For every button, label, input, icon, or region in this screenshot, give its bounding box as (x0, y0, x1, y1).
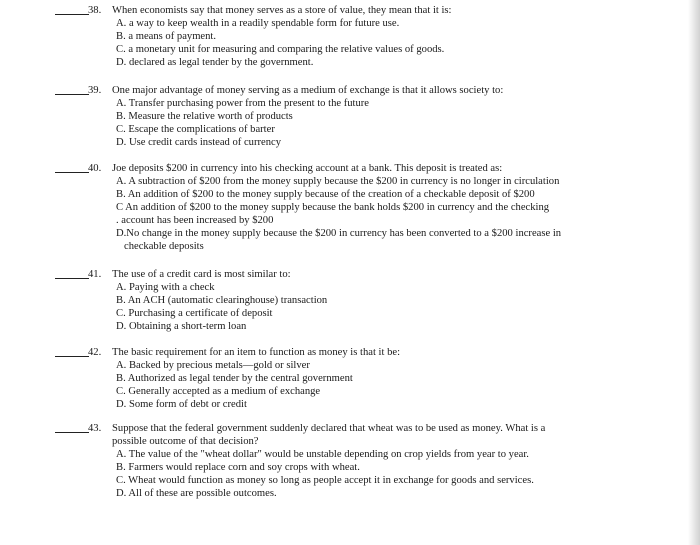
page-edge-shadow (688, 0, 700, 545)
answer-blank[interactable] (55, 432, 89, 433)
question-text-continued: possible outcome of that decision? (112, 436, 259, 447)
question-number: 38. (88, 5, 102, 16)
question-text: Suppose that the federal government suddenly declared that wheat was to be used as money. What is a (112, 423, 546, 434)
question-text: The basic requirement for an item to function as money is that it be: (112, 347, 401, 358)
options-list (116, 17, 656, 69)
options-list (116, 281, 656, 333)
option-d: D. Use credit cards instead of currency (116, 137, 282, 149)
option-a: A. Transfer purchasing power from the present to the future (116, 98, 370, 109)
option-c: C. Escape the complications of barter (116, 124, 275, 136)
option-a: A. a way to keep wealth in a readily spendable form for future use. (116, 18, 400, 29)
answer-blank[interactable] (55, 356, 89, 357)
options-list (116, 97, 656, 149)
option-b: B. Farmers would replace corn and soy crops with wheat. (116, 462, 360, 474)
answer-blank[interactable] (55, 278, 89, 279)
options-list (116, 448, 656, 500)
question-number: 40. (88, 163, 102, 174)
option-c-continued: . account has been increased by $200 (116, 215, 274, 227)
option-c: C An addition of $200 to the money supply because the bank holds $200 in currency and the checking (116, 202, 550, 214)
option-c: C. Generally accepted as a medium of exchange (116, 386, 321, 398)
option-b: B. Authorized as legal tender by the central government (116, 373, 353, 385)
option-d-continued: checkable deposits (124, 241, 204, 253)
option-c: C. Wheat would function as money so long as people accept it in exchange for goods and services. (116, 475, 534, 487)
option-d: D. Some form of debt or credit (116, 399, 247, 411)
answer-blank[interactable] (55, 14, 89, 15)
option-c: C. Purchasing a certificate of deposit (116, 308, 273, 320)
option-d: D. declared as legal tender by the government. (116, 57, 314, 69)
option-c: C. a monetary unit for measuring and comparing the relative values of goods. (116, 44, 445, 56)
option-b: B. a means of payment. (116, 31, 217, 43)
question-number: 43. (88, 423, 102, 434)
question-number: 39. (88, 85, 102, 96)
option-d: D. All of these are possible outcomes. (116, 488, 277, 500)
answer-blank[interactable] (55, 94, 89, 95)
question-number: 41. (88, 269, 102, 280)
option-a: A. Backed by precious metals—gold or silver (116, 360, 310, 371)
option-b: B. An addition of $200 to the money supply because of the creation of a checkable deposit of $200 (116, 189, 535, 201)
option-d: D. Obtaining a short-term loan (116, 321, 247, 333)
option-d: D.No change in the money supply because the $200 in currency has been converted to a $200 increase in (116, 228, 562, 240)
options-list (116, 359, 656, 411)
option-b: B. Measure the relative worth of products (116, 111, 293, 123)
question-text: One major advantage of money serving as a medium of exchange is that it allows society to: (112, 85, 504, 96)
option-a: A. A subtraction of $200 from the money supply because the $200 in currency is no longer in circulation (116, 176, 560, 187)
option-b: B. An ACH (automatic clearinghouse) transaction (116, 295, 328, 307)
option-a: A. The value of the "wheat dollar" would be unstable depending on crop yields from year to year. (116, 449, 529, 460)
answer-blank[interactable] (55, 172, 89, 173)
question-text: The use of a credit card is most similar to: (112, 269, 291, 280)
options-list (116, 175, 656, 254)
question-number: 42. (88, 347, 102, 358)
option-a: A. Paying with a check (116, 282, 215, 293)
question-text: Joe deposits $200 in currency into his checking account at a bank. This deposit is treated as: (112, 163, 503, 174)
question-text: When economists say that money serves as a store of value, they mean that it is: (112, 5, 452, 16)
